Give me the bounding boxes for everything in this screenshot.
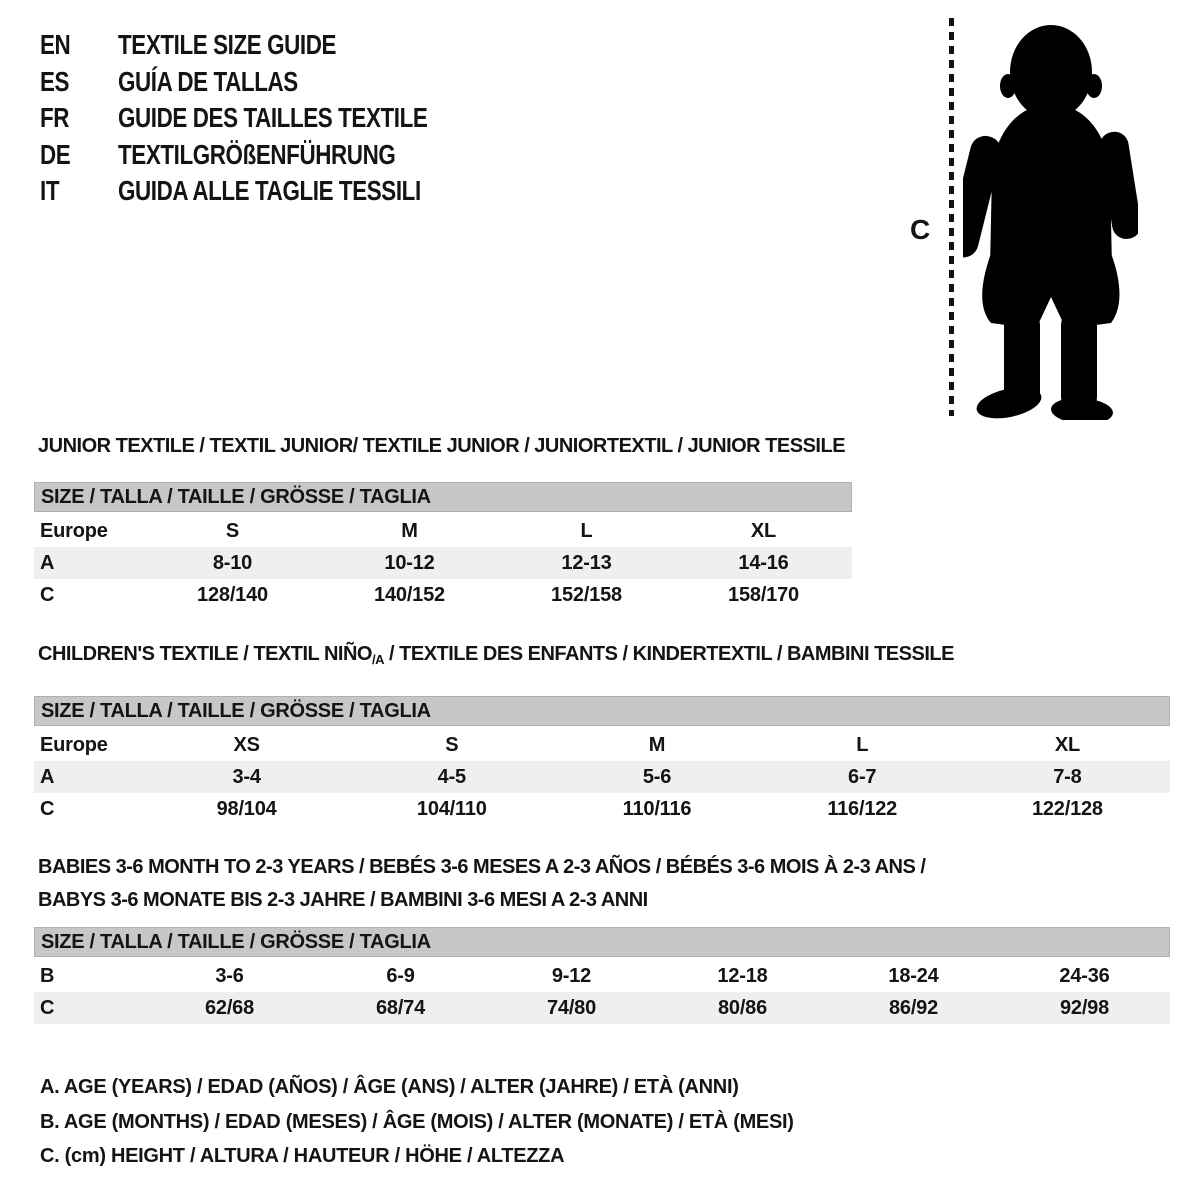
size-header-bar: SIZE / TALLA / TAILLE / GRÖSSE / TAGLIA bbox=[34, 927, 1170, 957]
table-cell: 158/170 bbox=[728, 584, 799, 606]
table-cell: 110/116 bbox=[622, 798, 692, 820]
table-cell: 92/98 bbox=[1059, 997, 1110, 1019]
table-cell: L bbox=[856, 734, 869, 756]
table-cell: 3-4 bbox=[232, 766, 261, 788]
table-cell: 116/122 bbox=[827, 798, 898, 820]
lang-title: GUIDA ALLE TAGLIE TESSILI bbox=[118, 175, 421, 207]
table-cell: XL bbox=[1054, 734, 1080, 756]
lang-row-es bbox=[40, 64, 505, 101]
table-cell: 6-9 bbox=[386, 965, 415, 987]
language-title-block bbox=[40, 27, 505, 210]
table-cell: M bbox=[648, 734, 666, 756]
section-children-textile bbox=[34, 644, 1170, 825]
measurement-legend bbox=[40, 1070, 794, 1174]
table-cell: 24-36 bbox=[1059, 965, 1110, 987]
table-cell: S bbox=[445, 734, 459, 756]
table-row-europe bbox=[34, 729, 1170, 761]
row-label: B bbox=[40, 965, 55, 987]
row-label: C bbox=[40, 798, 55, 820]
legend-line-c: C. (cm) HEIGHT / ALTURA / HAUTEUR / HÖHE / ALTEZZA bbox=[40, 1145, 565, 1167]
lang-title: GUÍA DE TALLAS bbox=[118, 65, 298, 97]
lang-title: TEXTILGRÖßENFÜHRUNG bbox=[118, 138, 396, 170]
table-cell: 62/68 bbox=[204, 997, 255, 1019]
table-row-age-months bbox=[34, 960, 1170, 992]
table-cell: 104/110 bbox=[416, 798, 487, 820]
table-cell: 12-13 bbox=[561, 552, 612, 574]
table-cell: 3-6 bbox=[215, 965, 244, 987]
table-row-height bbox=[34, 992, 1170, 1024]
heading-subscript: /A bbox=[371, 652, 384, 667]
height-dashed-line bbox=[949, 18, 954, 416]
table-row-height bbox=[34, 579, 852, 611]
table-cell: 140/152 bbox=[374, 584, 445, 606]
table-cell: 8-10 bbox=[212, 552, 253, 574]
lang-row-it bbox=[40, 173, 505, 210]
table-cell: 4-5 bbox=[437, 766, 466, 788]
lang-code: FR bbox=[40, 102, 70, 134]
table-cell: 98/104 bbox=[216, 798, 277, 820]
table-cell: 18-24 bbox=[888, 965, 939, 987]
table-cell: 68/74 bbox=[375, 997, 426, 1019]
size-header-bar: SIZE / TALLA / TAILLE / GRÖSSE / TAGLIA bbox=[34, 696, 1170, 726]
table-cell: 152/158 bbox=[551, 584, 622, 606]
table-row-age bbox=[34, 761, 1170, 793]
section-heading: BABIES 3-6 MONTH TO 2-3 YEARS / BEBÉS 3-6 MESES A 2-3 AÑOS / BÉBÉS 3-6 MOIS À 2-3 ANS / BABYS 3-6 MONATE BIS 2-3 JAHRE / BAMBINI 3-6 MESI A 2-3 ANNI bbox=[38, 856, 926, 911]
table-cell: 6-7 bbox=[848, 766, 877, 788]
table-cell: 14-16 bbox=[738, 552, 789, 574]
table-row-europe bbox=[34, 515, 852, 547]
row-label: Europe bbox=[40, 520, 108, 542]
section-heading: JUNIOR TEXTILE / TEXTIL JUNIOR/ TEXTILE JUNIOR / JUNIORTEXTIL / JUNIOR TESSILE bbox=[38, 435, 846, 457]
table-cell: 10-12 bbox=[384, 552, 435, 574]
legend-line-b: B. AGE (MONTHS) / EDAD (MESES) / ÂGE (MOIS) / ALTER (MONATE) / ETÀ (MESI) bbox=[40, 1110, 794, 1133]
lang-code: IT bbox=[40, 175, 60, 207]
lang-code: EN bbox=[40, 29, 71, 61]
table-cell: 128/140 bbox=[197, 584, 268, 606]
row-label: A bbox=[40, 552, 55, 574]
section-heading: CHILDREN'S TEXTILE / TEXTIL $NIÑO_{/A}$ / TEXTILE DES ENFANTS / KINDERTEXTIL / BAMBINI TESSILE bbox=[38, 643, 954, 667]
table-cell: L bbox=[580, 520, 593, 542]
table-row-age bbox=[34, 547, 852, 579]
lang-code: ES bbox=[40, 65, 70, 97]
lang-row-en bbox=[40, 27, 505, 64]
baby-silhouette-icon bbox=[963, 20, 1138, 420]
table-cell: XL bbox=[750, 520, 777, 542]
height-measure-label: C bbox=[910, 214, 931, 245]
table-cell: 9-12 bbox=[551, 965, 592, 987]
table-cell: 86/92 bbox=[888, 997, 939, 1019]
table-cell: 74/80 bbox=[546, 997, 597, 1019]
row-label: C bbox=[40, 997, 55, 1019]
section-junior-textile bbox=[34, 436, 852, 611]
row-label: Europe bbox=[40, 734, 108, 756]
table-cell: 5-6 bbox=[642, 766, 672, 788]
table-row-height bbox=[34, 793, 1170, 825]
lang-row-fr bbox=[40, 100, 505, 137]
section-babies-textile bbox=[34, 851, 1170, 1024]
table-cell: 12-18 bbox=[717, 965, 768, 987]
table-cell: 80/86 bbox=[717, 997, 768, 1019]
lang-row-de bbox=[40, 137, 505, 174]
legend-line-a: A. AGE (YEARS) / EDAD (AÑOS) / ÂGE (ANS) / ALTER (JAHRE) / ETÀ (ANNI) bbox=[40, 1076, 739, 1098]
lang-title: GUIDE DES TAILLES TEXTILE bbox=[118, 102, 428, 134]
table-cell: M bbox=[401, 520, 418, 542]
table-cell: 122/128 bbox=[1031, 798, 1103, 820]
size-header-bar: SIZE / TALLA / TAILLE / GRÖSSE / TAGLIA bbox=[34, 482, 852, 512]
row-label: A bbox=[40, 766, 55, 788]
table-cell: XS bbox=[233, 734, 260, 756]
table-cell: 7-8 bbox=[1053, 766, 1082, 788]
lang-title: TEXTILE SIZE GUIDE bbox=[118, 29, 337, 61]
row-label: C bbox=[40, 584, 55, 606]
table-cell: S bbox=[225, 520, 240, 542]
lang-code: DE bbox=[40, 138, 71, 170]
